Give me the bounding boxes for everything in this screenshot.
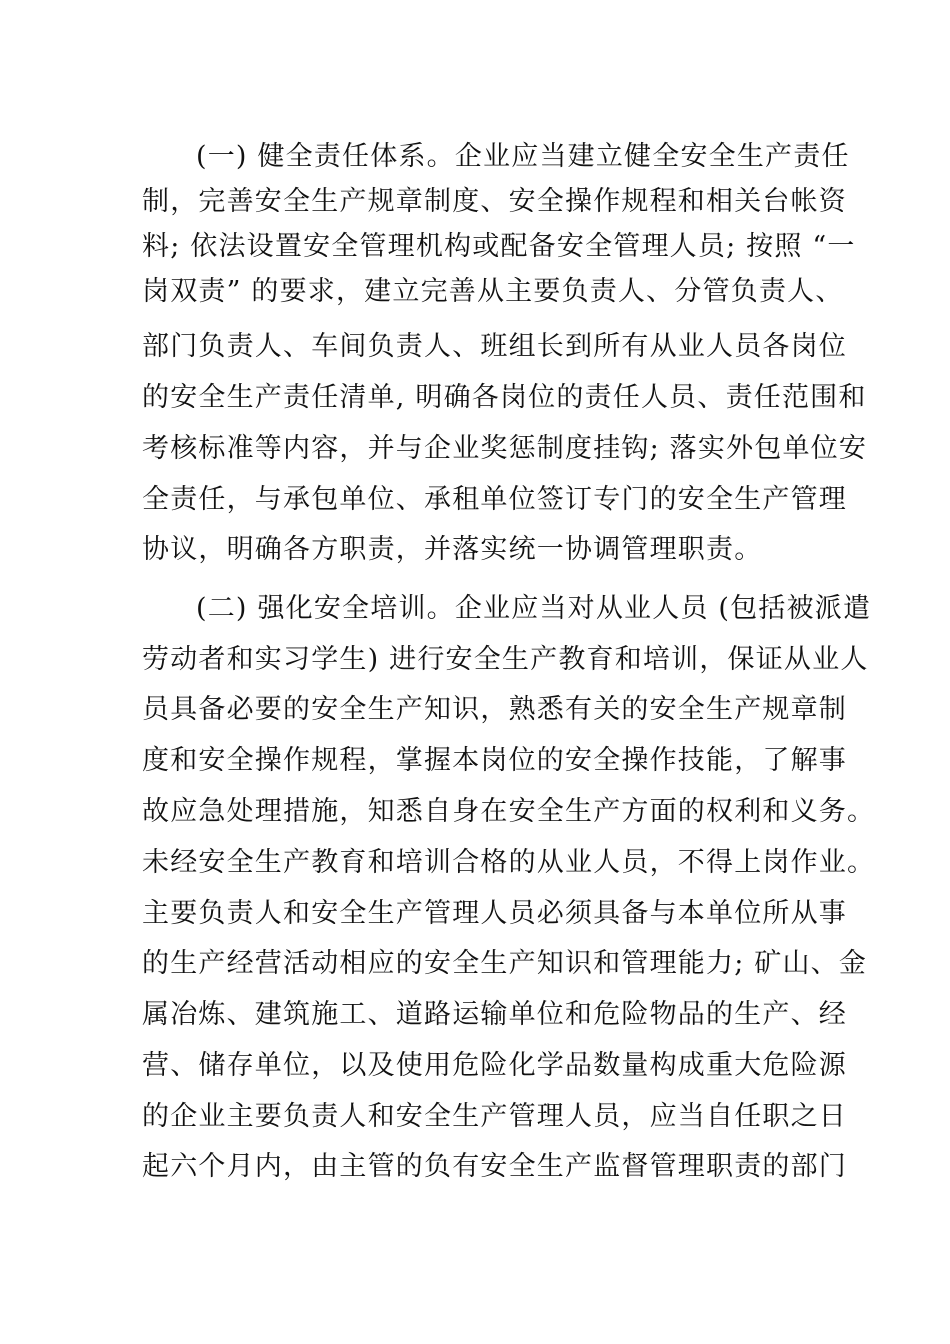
text-line: 料; 依法设置安全管理机构或配备安全管理人员; 按照 “一 <box>142 231 856 262</box>
text-line: (二) 强化安全培训。企业应当对从业人员 (包括被派遣 <box>196 593 872 624</box>
text-line: 岗双责” 的要求，建立完善从主要负责人、分管负责人、 <box>142 276 844 307</box>
text-line: 营、储存单位，以及使用危险化学品数量构成重大危险源 <box>142 1050 847 1081</box>
text-line: 员具备必要的安全生产知识，熟悉有关的安全生产规章制 <box>142 694 847 725</box>
text-line: 考核标准等内容，并与企业奖惩制度挂钩; 落实外包单位安 <box>142 433 868 464</box>
text-line: 协议，明确各方职责，并落实统一协调管理职责。 <box>142 534 763 565</box>
text-line: (一) 健全责任体系。企业应当建立健全安全生产责任 <box>196 141 850 172</box>
text-line: 未经安全生产教育和培训合格的从业人员，不得上岗作业。 <box>142 847 876 878</box>
text-line: 部门负责人、车间负责人、班组长到所有从业人员各岗位 <box>142 331 847 362</box>
text-line: 的安全生产责任清单, 明确各岗位的责任人员、责任范围和 <box>142 382 867 413</box>
text-line: 劳动者和实习学生) 进行安全生产教育和培训，保证从业人 <box>142 644 869 675</box>
text-line: 的企业主要负责人和安全生产管理人员，应当自任职之日 <box>142 1101 847 1132</box>
text-line: 属冶炼、建筑施工、道路运输单位和危险物品的生产、经 <box>142 999 847 1030</box>
text-line: 制，完善安全生产规章制度、安全操作规程和相关台帐资 <box>142 186 847 217</box>
text-line: 主要负责人和安全生产管理人员必须具备与本单位所从事 <box>142 898 847 929</box>
text-line: 故应急处理措施，知悉自身在安全生产方面的权利和义务。 <box>142 796 876 827</box>
text-line: 的生产经营活动相应的安全生产知识和管理能力; 矿山、金 <box>142 948 868 979</box>
text-line: 度和安全操作规程，掌握本岗位的安全操作技能，了解事 <box>142 745 847 776</box>
text-line: 全责任，与承包单位、承租单位签订专门的安全生产管理 <box>142 484 847 515</box>
text-line: 起六个月内，由主管的负有安全生产监督管理职责的部门 <box>142 1151 847 1182</box>
